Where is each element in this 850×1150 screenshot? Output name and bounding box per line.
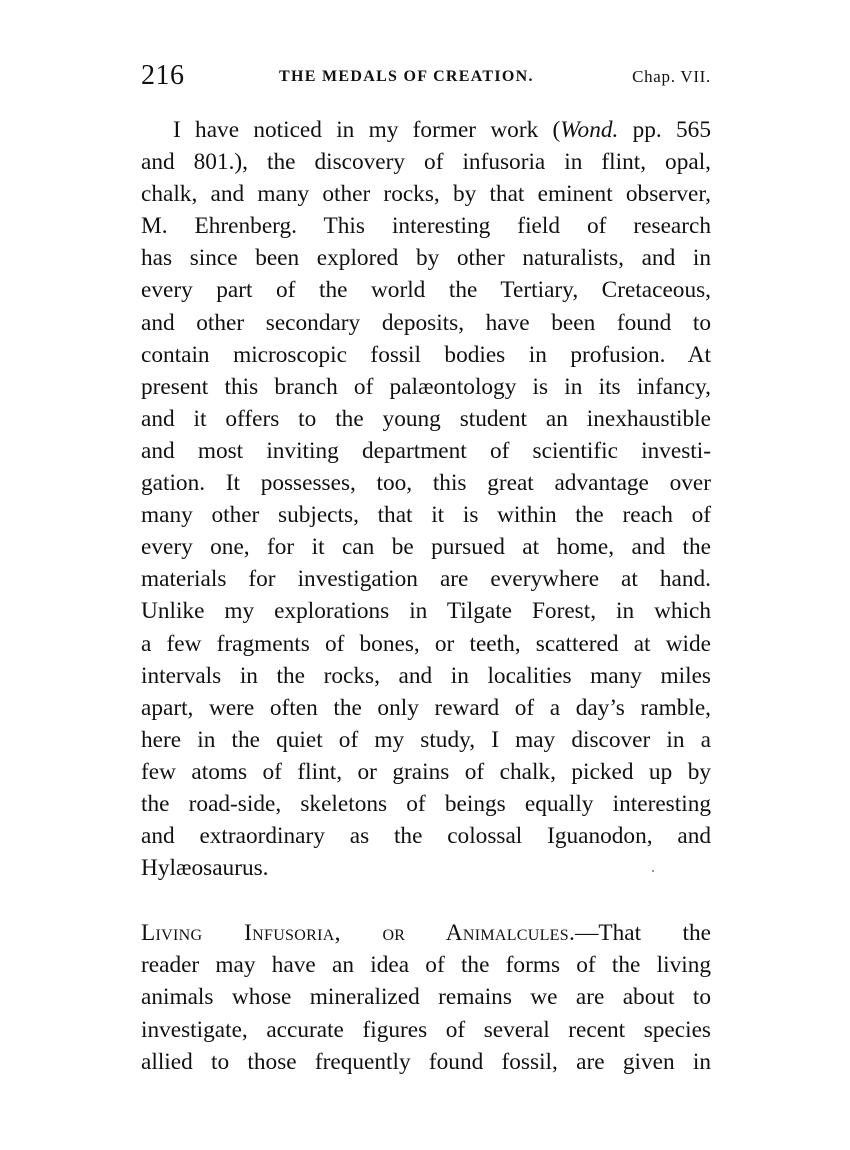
paragraph-line: here in the quiet of my study, I may discover in a bbox=[141, 726, 711, 753]
running-title: THE MEDALS OF CREATION. bbox=[279, 68, 534, 85]
paragraph-line: few atoms of flint, or grains of chalk, picked up by bbox=[141, 758, 711, 785]
work-title: Wond. bbox=[560, 117, 619, 143]
line-text: pp. 565 bbox=[618, 117, 711, 143]
paragraph-line: materials for investigation are everywhere at hand. bbox=[141, 566, 711, 593]
page-number: 216 bbox=[141, 60, 185, 91]
paragraph-line: intervals in the rocks, and in localities many miles bbox=[141, 662, 711, 689]
paragraph-line: apart, were often the only reward of a day’s ramble, bbox=[141, 694, 711, 721]
section-living-infusoria bbox=[141, 917, 711, 1077]
paragraph-line: investigate, accurate figures of several recent species bbox=[141, 1016, 711, 1043]
paragraph-line: has since been explored by other naturalists, and in bbox=[141, 245, 711, 272]
paragraph-line: chalk, and many other rocks, by that eminent observer, bbox=[141, 181, 711, 208]
paragraph-line: gation. It possesses, too, this great advantage over bbox=[141, 470, 711, 497]
paragraph-line: every part of the world the Tertiary, Cretaceous, bbox=[141, 277, 711, 304]
line-text: I have noticed in my former work ( bbox=[173, 117, 561, 143]
paragraph-line: allied to those frequently found fossil, are given in bbox=[141, 1048, 711, 1075]
chapter-label: Chap. VII. bbox=[632, 67, 711, 86]
paragraph-line: and other secondary deposits, have been found to bbox=[141, 309, 711, 336]
paragraph-line: Unlike my explorations in Tilgate Forest, in which bbox=[141, 598, 711, 625]
paragraph-line: and most inviting department of scientific investi- bbox=[141, 437, 711, 464]
paragraph-line: animals whose mineralized remains we are about to bbox=[141, 984, 711, 1011]
paragraph-line: and extraordinary as the colossal Iguanodon, and bbox=[141, 823, 711, 850]
paragraph-line: Hylæosaurus. bbox=[141, 855, 269, 882]
paragraph-line bbox=[141, 114, 711, 146]
running-head bbox=[141, 60, 711, 94]
paragraph-line: M. Ehrenberg. This interesting field of research bbox=[141, 213, 711, 240]
paragraph bbox=[141, 114, 711, 884]
paragraph-line: a few fragments of bones, or teeth, scattered at wide bbox=[141, 630, 711, 657]
paragraph-line: present this branch of palæontology is in its infancy, bbox=[141, 373, 711, 400]
paragraph-line: and 801.), the discovery of infusoria in flint, opal, bbox=[141, 149, 711, 176]
paragraph-line: and it offers to the young student an inexhaustible bbox=[141, 405, 711, 432]
paragraph-line: contain microscopic fossil bodies in profusion. At bbox=[141, 341, 711, 368]
print-speck bbox=[652, 870, 654, 872]
paragraph-line: the road-side, skeletons of beings equally interesting bbox=[141, 790, 711, 817]
paragraph-line bbox=[141, 917, 711, 949]
section-heading: Living Infusoria, or Animalcules. bbox=[141, 920, 576, 947]
paragraph-line: reader may have an idea of the forms of the living bbox=[141, 952, 711, 979]
paragraph-line: many other subjects, that it is within the reach of bbox=[141, 502, 711, 529]
body-text bbox=[141, 114, 711, 1078]
paragraph-line: every one, for it can be pursued at home, and the bbox=[141, 534, 711, 561]
line-text: —That the bbox=[575, 920, 711, 947]
